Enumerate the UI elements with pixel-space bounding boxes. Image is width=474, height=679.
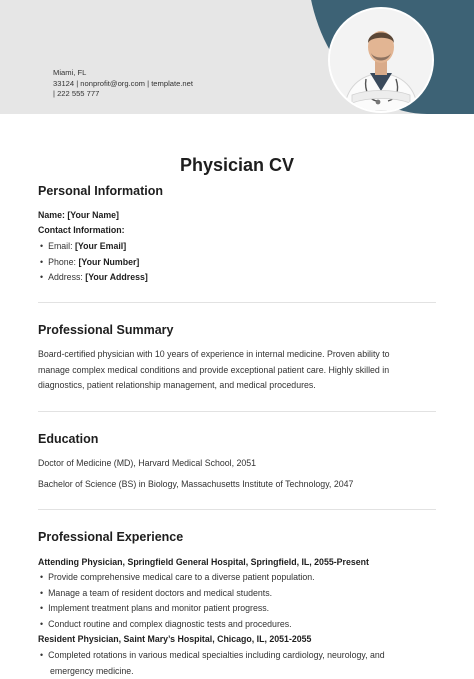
- experience-heading: Professional Experience: [38, 530, 183, 544]
- name-line: [38, 208, 119, 224]
- job-title: Attending Physician, Springfield General Hospital, Springfield, IL, 2055-Present: [38, 555, 369, 571]
- contact-line: 33124 | nonprofit@org.com | template.net: [53, 79, 193, 90]
- header-band: [0, 0, 474, 114]
- education-heading: Education: [38, 432, 98, 446]
- profile-photo: [328, 7, 434, 113]
- job-bullets: [40, 570, 315, 632]
- section-divider: [38, 302, 436, 303]
- list-item: • Manage a team of resident doctors and medical students.: [40, 586, 315, 602]
- contact-info-label: Contact Information:: [38, 223, 125, 239]
- job-title: Resident Physician, Saint Mary’s Hospital, Chicago, IL, 2051-2055: [38, 632, 311, 648]
- summary-text: Board-certified physician with 10 years of experience in internal medicine. Proven ability to manage complex medical conditions and provide exceptional patient care. Highly skilled in diagnostics, patient relationship management, and medical procedures.: [38, 347, 390, 394]
- contact-list: [40, 239, 148, 286]
- personal-heading: Personal Information: [38, 184, 163, 198]
- phone-line: | 222 555 777: [53, 89, 193, 100]
- list-item: • Implement treatment plans and monitor patient progress.: [40, 601, 315, 617]
- list-item: • Completed rotations in various medical specialties including cardiology, neurology, and: [40, 648, 385, 664]
- contact-block: [53, 68, 193, 100]
- list-item: • Email: [Your Email]: [40, 239, 148, 255]
- list-item: • Conduct routine and complex diagnostic tests and procedures.: [40, 617, 315, 633]
- name-label: Name:: [38, 210, 65, 220]
- name-value: [Your Name]: [67, 210, 119, 220]
- list-item: • Provide comprehensive medical care to a diverse patient population.: [40, 570, 315, 586]
- document-title: Physician CV: [0, 155, 474, 176]
- section-divider: [38, 411, 436, 412]
- education-item: Doctor of Medicine (MD), Harvard Medical School, 2051: [38, 456, 256, 472]
- list-item: emergency medicine.: [40, 664, 385, 679]
- location-text: Miami, FL: [53, 68, 193, 79]
- list-item: • Phone: [Your Number]: [40, 255, 148, 271]
- section-divider: [38, 509, 436, 510]
- list-item: • Address: [Your Address]: [40, 270, 148, 286]
- summary-heading: Professional Summary: [38, 323, 173, 337]
- education-item: Bachelor of Science (BS) in Biology, Massachusetts Institute of Technology, 2047: [38, 477, 353, 493]
- job-bullets: [40, 648, 385, 679]
